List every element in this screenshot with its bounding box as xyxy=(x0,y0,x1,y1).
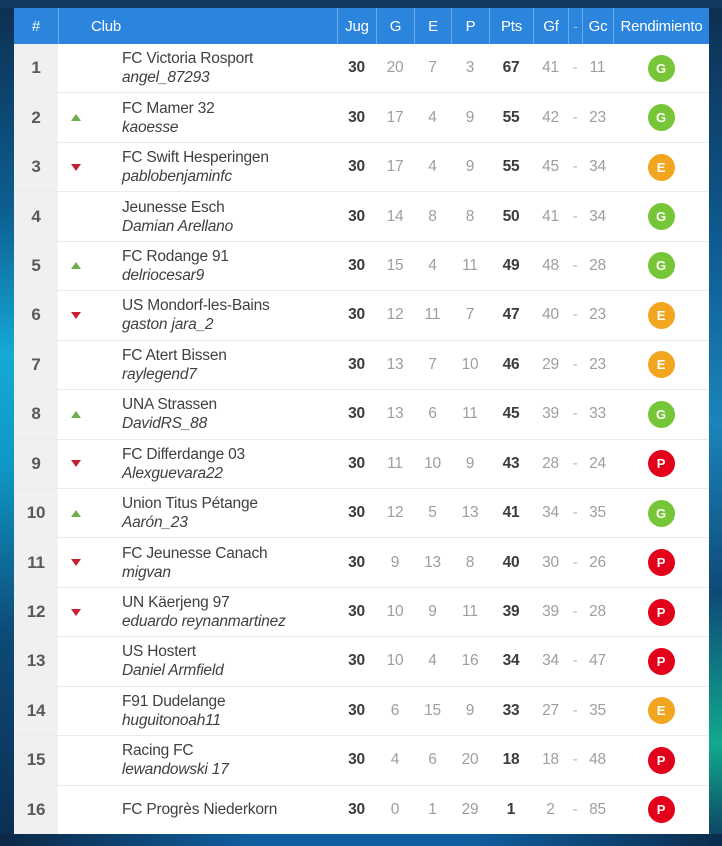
club-cell xyxy=(94,192,337,240)
draws-value: 6 xyxy=(428,751,437,769)
trend-cell xyxy=(58,489,94,537)
trend-cell xyxy=(58,192,94,240)
table-row[interactable] xyxy=(14,439,709,488)
performance-badge: E xyxy=(648,697,675,724)
performance-cell xyxy=(613,637,709,685)
played-value: 30 xyxy=(348,800,365,818)
goals-separator: - xyxy=(572,355,578,373)
club-cell xyxy=(94,440,337,488)
position-value: 6 xyxy=(14,291,58,339)
trend-cell xyxy=(58,786,94,834)
club-cell xyxy=(94,44,337,92)
trend-cell xyxy=(58,538,94,586)
played-value: 30 xyxy=(348,652,365,670)
table-row[interactable] xyxy=(14,686,709,735)
points-value: 45 xyxy=(502,405,520,423)
played-value: 30 xyxy=(348,59,365,77)
column-header-losses: P xyxy=(451,8,489,44)
club-name: UN Käerjeng 97 xyxy=(122,594,230,612)
club-name: FC Atert Bissen xyxy=(122,346,227,364)
draws-value: 15 xyxy=(424,701,441,719)
club-cell xyxy=(94,242,337,290)
trend-cell xyxy=(58,93,94,141)
manager-username: pablobenjaminfc xyxy=(122,168,232,186)
goals-separator: - xyxy=(572,504,578,522)
goals-for-value: 18 xyxy=(542,751,559,769)
played-value: 30 xyxy=(348,306,365,324)
trend-cell xyxy=(58,588,94,636)
losses-value: 20 xyxy=(461,751,479,769)
performance-cell xyxy=(613,143,709,191)
performance-badge: P xyxy=(648,747,675,774)
position-value: 13 xyxy=(14,637,58,685)
performance-cell xyxy=(613,588,709,636)
club-name: Racing FC xyxy=(122,742,194,760)
goals-against-value: 85 xyxy=(589,800,606,818)
goals-separator: - xyxy=(572,454,578,472)
draws-value: 4 xyxy=(428,652,437,670)
performance-cell xyxy=(613,489,709,537)
losses-value: 9 xyxy=(465,701,475,719)
position-value: 8 xyxy=(14,390,58,438)
performance-badge: G xyxy=(648,104,675,131)
arrow-down-icon xyxy=(71,559,81,566)
table-row[interactable] xyxy=(14,241,709,290)
wins-value: 20 xyxy=(386,59,404,77)
club-name: Jeunesse Esch xyxy=(122,198,225,216)
draws-value: 4 xyxy=(428,158,437,176)
position-value: 3 xyxy=(14,143,58,191)
goals-against-value: 24 xyxy=(589,454,606,472)
position-value: 1 xyxy=(14,44,58,92)
performance-cell xyxy=(613,786,709,834)
club-name: FC Swift Hesperingen xyxy=(122,149,269,167)
trend-cell xyxy=(58,637,94,685)
arrow-down-icon xyxy=(71,164,81,171)
performance-badge: P xyxy=(648,796,675,823)
goals-against-value: 28 xyxy=(589,256,606,274)
points-value: 1 xyxy=(506,800,516,818)
club-name: FC Mamer 32 xyxy=(122,99,215,117)
column-header-draws: E xyxy=(414,8,451,44)
arrow-up-icon xyxy=(71,411,81,418)
draws-value: 9 xyxy=(428,603,437,621)
goals-separator: - xyxy=(572,59,578,77)
points-value: 55 xyxy=(502,158,520,176)
performance-cell xyxy=(613,44,709,92)
column-header-wins: G xyxy=(376,8,414,44)
performance-badge: G xyxy=(648,55,675,82)
goals-against-value: 23 xyxy=(589,108,606,126)
table-row[interactable] xyxy=(14,537,709,586)
wins-value: 15 xyxy=(386,256,404,274)
club-cell xyxy=(94,489,337,537)
position-value: 12 xyxy=(14,588,58,636)
losses-value: 29 xyxy=(461,800,479,818)
manager-username: Alexguevara22 xyxy=(122,464,223,482)
goals-against-value: 48 xyxy=(589,751,606,769)
goals-for-value: 48 xyxy=(542,256,559,274)
draws-value: 1 xyxy=(428,800,437,818)
goals-separator: - xyxy=(572,652,578,670)
losses-value: 16 xyxy=(461,652,479,670)
performance-badge: P xyxy=(648,549,675,576)
manager-username: raylegend7 xyxy=(122,365,197,383)
losses-value: 13 xyxy=(461,504,479,522)
goals-for-value: 30 xyxy=(542,553,559,571)
goals-for-value: 39 xyxy=(542,603,559,621)
goals-for-value: 42 xyxy=(542,108,559,126)
frame-edge-bottom xyxy=(0,834,722,846)
goals-separator: - xyxy=(572,751,578,769)
manager-username: Daniel Armfield xyxy=(122,662,224,680)
trend-cell xyxy=(58,687,94,735)
goals-against-value: 26 xyxy=(589,553,606,571)
goals-against-value: 35 xyxy=(589,504,606,522)
played-value: 30 xyxy=(348,256,365,274)
draws-value: 13 xyxy=(424,553,441,571)
goals-for-value: 39 xyxy=(542,405,559,423)
draws-value: 11 xyxy=(424,306,441,324)
column-header-position: # xyxy=(31,17,41,35)
club-cell xyxy=(94,93,337,141)
points-value: 49 xyxy=(502,256,520,274)
losses-value: 9 xyxy=(465,454,475,472)
performance-badge: G xyxy=(648,500,675,527)
points-value: 18 xyxy=(502,751,520,769)
performance-badge: G xyxy=(648,203,675,230)
performance-cell xyxy=(613,291,709,339)
club-cell xyxy=(94,637,337,685)
wins-value: 6 xyxy=(390,701,400,719)
performance-badge: E xyxy=(648,154,675,181)
wins-value: 10 xyxy=(386,603,404,621)
column-header-points: Pts xyxy=(489,8,533,44)
losses-value: 10 xyxy=(461,355,479,373)
column-header-performance: Rendimiento xyxy=(613,8,709,44)
losses-value: 9 xyxy=(465,108,475,126)
club-name: Union Titus Pétange xyxy=(122,495,258,513)
manager-username: kaoesse xyxy=(122,118,179,136)
club-name: FC Progrès Niederkorn xyxy=(122,801,278,819)
position-value: 4 xyxy=(14,192,58,240)
performance-cell xyxy=(613,341,709,389)
losses-value: 11 xyxy=(462,405,478,423)
table-row[interactable] xyxy=(14,290,709,339)
arrow-up-icon xyxy=(71,510,81,517)
table-row[interactable] xyxy=(14,587,709,636)
performance-badge: P xyxy=(648,599,675,626)
played-value: 30 xyxy=(348,553,365,571)
frame-edge-top xyxy=(0,0,722,8)
manager-username: lewandowski 17 xyxy=(122,761,229,779)
losses-value: 7 xyxy=(465,306,475,324)
goals-separator: - xyxy=(572,306,578,324)
goals-separator: - xyxy=(572,603,578,621)
table-row[interactable] xyxy=(14,488,709,537)
club-name: UNA Strassen xyxy=(122,396,217,414)
manager-username: eduardo reynanmartinez xyxy=(122,613,286,631)
club-name: US Mondorf-les-Bains xyxy=(122,297,270,315)
trend-cell xyxy=(58,44,94,92)
column-header-separator: - xyxy=(568,8,582,44)
column-header-goals-against: Gc xyxy=(582,8,613,44)
goals-for-value: 27 xyxy=(542,701,559,719)
draws-value: 6 xyxy=(428,405,437,423)
goals-for-value: 45 xyxy=(542,158,559,176)
points-value: 33 xyxy=(502,701,520,719)
manager-username: gaston jara_2 xyxy=(122,316,214,334)
table-row[interactable] xyxy=(14,44,709,92)
points-value: 67 xyxy=(502,59,520,77)
standings-table xyxy=(14,8,709,834)
position-value: 16 xyxy=(14,786,58,834)
wins-value: 17 xyxy=(386,108,404,126)
club-cell xyxy=(94,538,337,586)
performance-cell xyxy=(613,736,709,784)
wins-value: 13 xyxy=(386,355,404,373)
performance-badge: P xyxy=(648,450,675,477)
goals-separator: - xyxy=(572,256,578,274)
manager-username: Aarón_23 xyxy=(122,514,188,532)
manager-username: angel_87293 xyxy=(122,69,210,87)
club-name: FC Differdange 03 xyxy=(122,445,245,463)
goals-separator: - xyxy=(572,158,578,176)
club-name: FC Jeunesse Canach xyxy=(122,544,268,562)
goals-against-value: 33 xyxy=(589,405,606,423)
arrow-down-icon xyxy=(71,609,81,616)
draws-value: 7 xyxy=(428,59,437,77)
arrow-down-icon xyxy=(71,312,81,319)
club-name: F91 Dudelange xyxy=(122,692,226,710)
played-value: 30 xyxy=(348,158,365,176)
points-value: 46 xyxy=(502,355,520,373)
goals-for-value: 40 xyxy=(542,306,559,324)
played-value: 30 xyxy=(348,355,365,373)
wins-value: 0 xyxy=(390,800,400,818)
losses-value: 3 xyxy=(465,59,475,77)
wins-value: 12 xyxy=(386,504,404,522)
manager-username: huguitonoah11 xyxy=(122,711,221,729)
draws-value: 8 xyxy=(428,207,437,225)
club-name: US Hostert xyxy=(122,643,196,661)
wins-value: 17 xyxy=(386,158,404,176)
position-value: 9 xyxy=(14,440,58,488)
trend-cell xyxy=(58,291,94,339)
club-cell xyxy=(94,736,337,784)
position-value: 7 xyxy=(14,341,58,389)
wins-value: 9 xyxy=(390,553,400,571)
table-row[interactable] xyxy=(14,389,709,438)
losses-value: 11 xyxy=(462,603,478,621)
club-cell xyxy=(94,341,337,389)
performance-cell xyxy=(613,687,709,735)
table-row[interactable] xyxy=(14,142,709,191)
goals-separator: - xyxy=(572,553,578,571)
club-cell xyxy=(94,291,337,339)
position-value: 14 xyxy=(14,687,58,735)
performance-cell xyxy=(613,538,709,586)
points-value: 39 xyxy=(502,603,520,621)
goals-separator: - xyxy=(572,701,578,719)
goals-against-value: 11 xyxy=(589,59,606,77)
played-value: 30 xyxy=(348,751,365,769)
performance-cell xyxy=(613,93,709,141)
table-row[interactable] xyxy=(14,636,709,685)
manager-username: delriocesar9 xyxy=(122,266,205,284)
table-body xyxy=(14,44,709,834)
goals-separator: - xyxy=(572,207,578,225)
performance-badge: P xyxy=(648,648,675,675)
trend-cell xyxy=(58,390,94,438)
club-cell xyxy=(94,390,337,438)
goals-separator: - xyxy=(572,800,578,818)
played-value: 30 xyxy=(348,207,365,225)
trend-cell xyxy=(58,242,94,290)
performance-cell xyxy=(613,440,709,488)
draws-value: 10 xyxy=(424,454,441,472)
performance-cell xyxy=(613,242,709,290)
goals-against-value: 23 xyxy=(589,306,606,324)
performance-badge: G xyxy=(648,401,675,428)
frame-edge-left xyxy=(0,0,14,846)
column-header-played: Jug xyxy=(337,8,376,44)
goals-separator: - xyxy=(572,108,578,126)
arrow-up-icon xyxy=(71,262,81,269)
manager-username: migvan xyxy=(122,563,171,581)
column-header-goals-for: Gf xyxy=(533,8,568,44)
wins-value: 10 xyxy=(386,652,404,670)
column-header-club: Club xyxy=(58,8,337,44)
table-header xyxy=(14,8,709,44)
trend-cell xyxy=(58,143,94,191)
draws-value: 4 xyxy=(428,256,437,274)
position-value: 11 xyxy=(14,538,58,586)
played-value: 30 xyxy=(348,405,365,423)
draws-value: 4 xyxy=(428,108,437,126)
position-value: 10 xyxy=(14,489,58,537)
goals-against-value: 35 xyxy=(589,701,606,719)
wins-value: 13 xyxy=(386,405,404,423)
position-value: 2 xyxy=(14,93,58,141)
goals-separator: - xyxy=(572,405,578,423)
table-row[interactable] xyxy=(14,735,709,784)
club-name: FC Victoria Rosport xyxy=(122,50,254,68)
goals-for-value: 34 xyxy=(542,652,559,670)
goals-against-value: 34 xyxy=(589,207,606,225)
trend-cell xyxy=(58,736,94,784)
club-cell xyxy=(94,786,337,834)
position-value: 5 xyxy=(14,242,58,290)
club-cell xyxy=(94,687,337,735)
points-value: 55 xyxy=(502,108,520,126)
arrow-down-icon xyxy=(71,460,81,467)
losses-value: 8 xyxy=(465,207,475,225)
table-row[interactable] xyxy=(14,92,709,141)
trend-cell xyxy=(58,341,94,389)
club-cell xyxy=(94,143,337,191)
goals-against-value: 28 xyxy=(589,603,606,621)
goals-against-value: 47 xyxy=(589,652,606,670)
wins-value: 11 xyxy=(387,454,403,472)
performance-badge: E xyxy=(648,351,675,378)
goals-for-value: 41 xyxy=(542,207,559,225)
played-value: 30 xyxy=(348,603,365,621)
table-row[interactable] xyxy=(14,340,709,389)
losses-value: 11 xyxy=(462,256,478,274)
losses-value: 9 xyxy=(465,158,475,176)
wins-value: 4 xyxy=(390,751,400,769)
points-value: 41 xyxy=(502,504,520,522)
points-value: 47 xyxy=(502,306,520,324)
arrow-up-icon xyxy=(71,114,81,121)
points-value: 50 xyxy=(502,207,520,225)
wins-value: 12 xyxy=(386,306,404,324)
trend-cell xyxy=(58,440,94,488)
performance-badge: G xyxy=(648,252,675,279)
club-cell xyxy=(94,588,337,636)
played-value: 30 xyxy=(348,504,365,522)
goals-for-value: 29 xyxy=(542,355,559,373)
performance-badge: E xyxy=(648,302,675,329)
played-value: 30 xyxy=(348,701,365,719)
performance-cell xyxy=(613,192,709,240)
goals-against-value: 23 xyxy=(589,355,606,373)
points-value: 34 xyxy=(502,652,520,670)
performance-cell xyxy=(613,390,709,438)
losses-value: 8 xyxy=(465,553,475,571)
table-row[interactable] xyxy=(14,191,709,240)
goals-against-value: 34 xyxy=(589,158,606,176)
position-value: 15 xyxy=(14,736,58,784)
manager-username: Damian Arellano xyxy=(122,217,234,235)
manager-username: DavidRS_88 xyxy=(122,415,208,433)
frame-edge-right xyxy=(709,0,722,846)
draws-value: 5 xyxy=(428,504,437,522)
draws-value: 7 xyxy=(428,355,437,373)
goals-for-value: 34 xyxy=(542,504,559,522)
played-value: 30 xyxy=(348,454,365,472)
club-name: FC Rodange 91 xyxy=(122,247,229,265)
goals-for-value: 28 xyxy=(542,454,559,472)
table-row[interactable] xyxy=(14,785,709,834)
goals-for-value: 41 xyxy=(542,59,559,77)
goals-for-value: 2 xyxy=(546,800,555,818)
played-value: 30 xyxy=(348,108,365,126)
points-value: 40 xyxy=(502,553,520,571)
wins-value: 14 xyxy=(386,207,404,225)
points-value: 43 xyxy=(502,454,520,472)
